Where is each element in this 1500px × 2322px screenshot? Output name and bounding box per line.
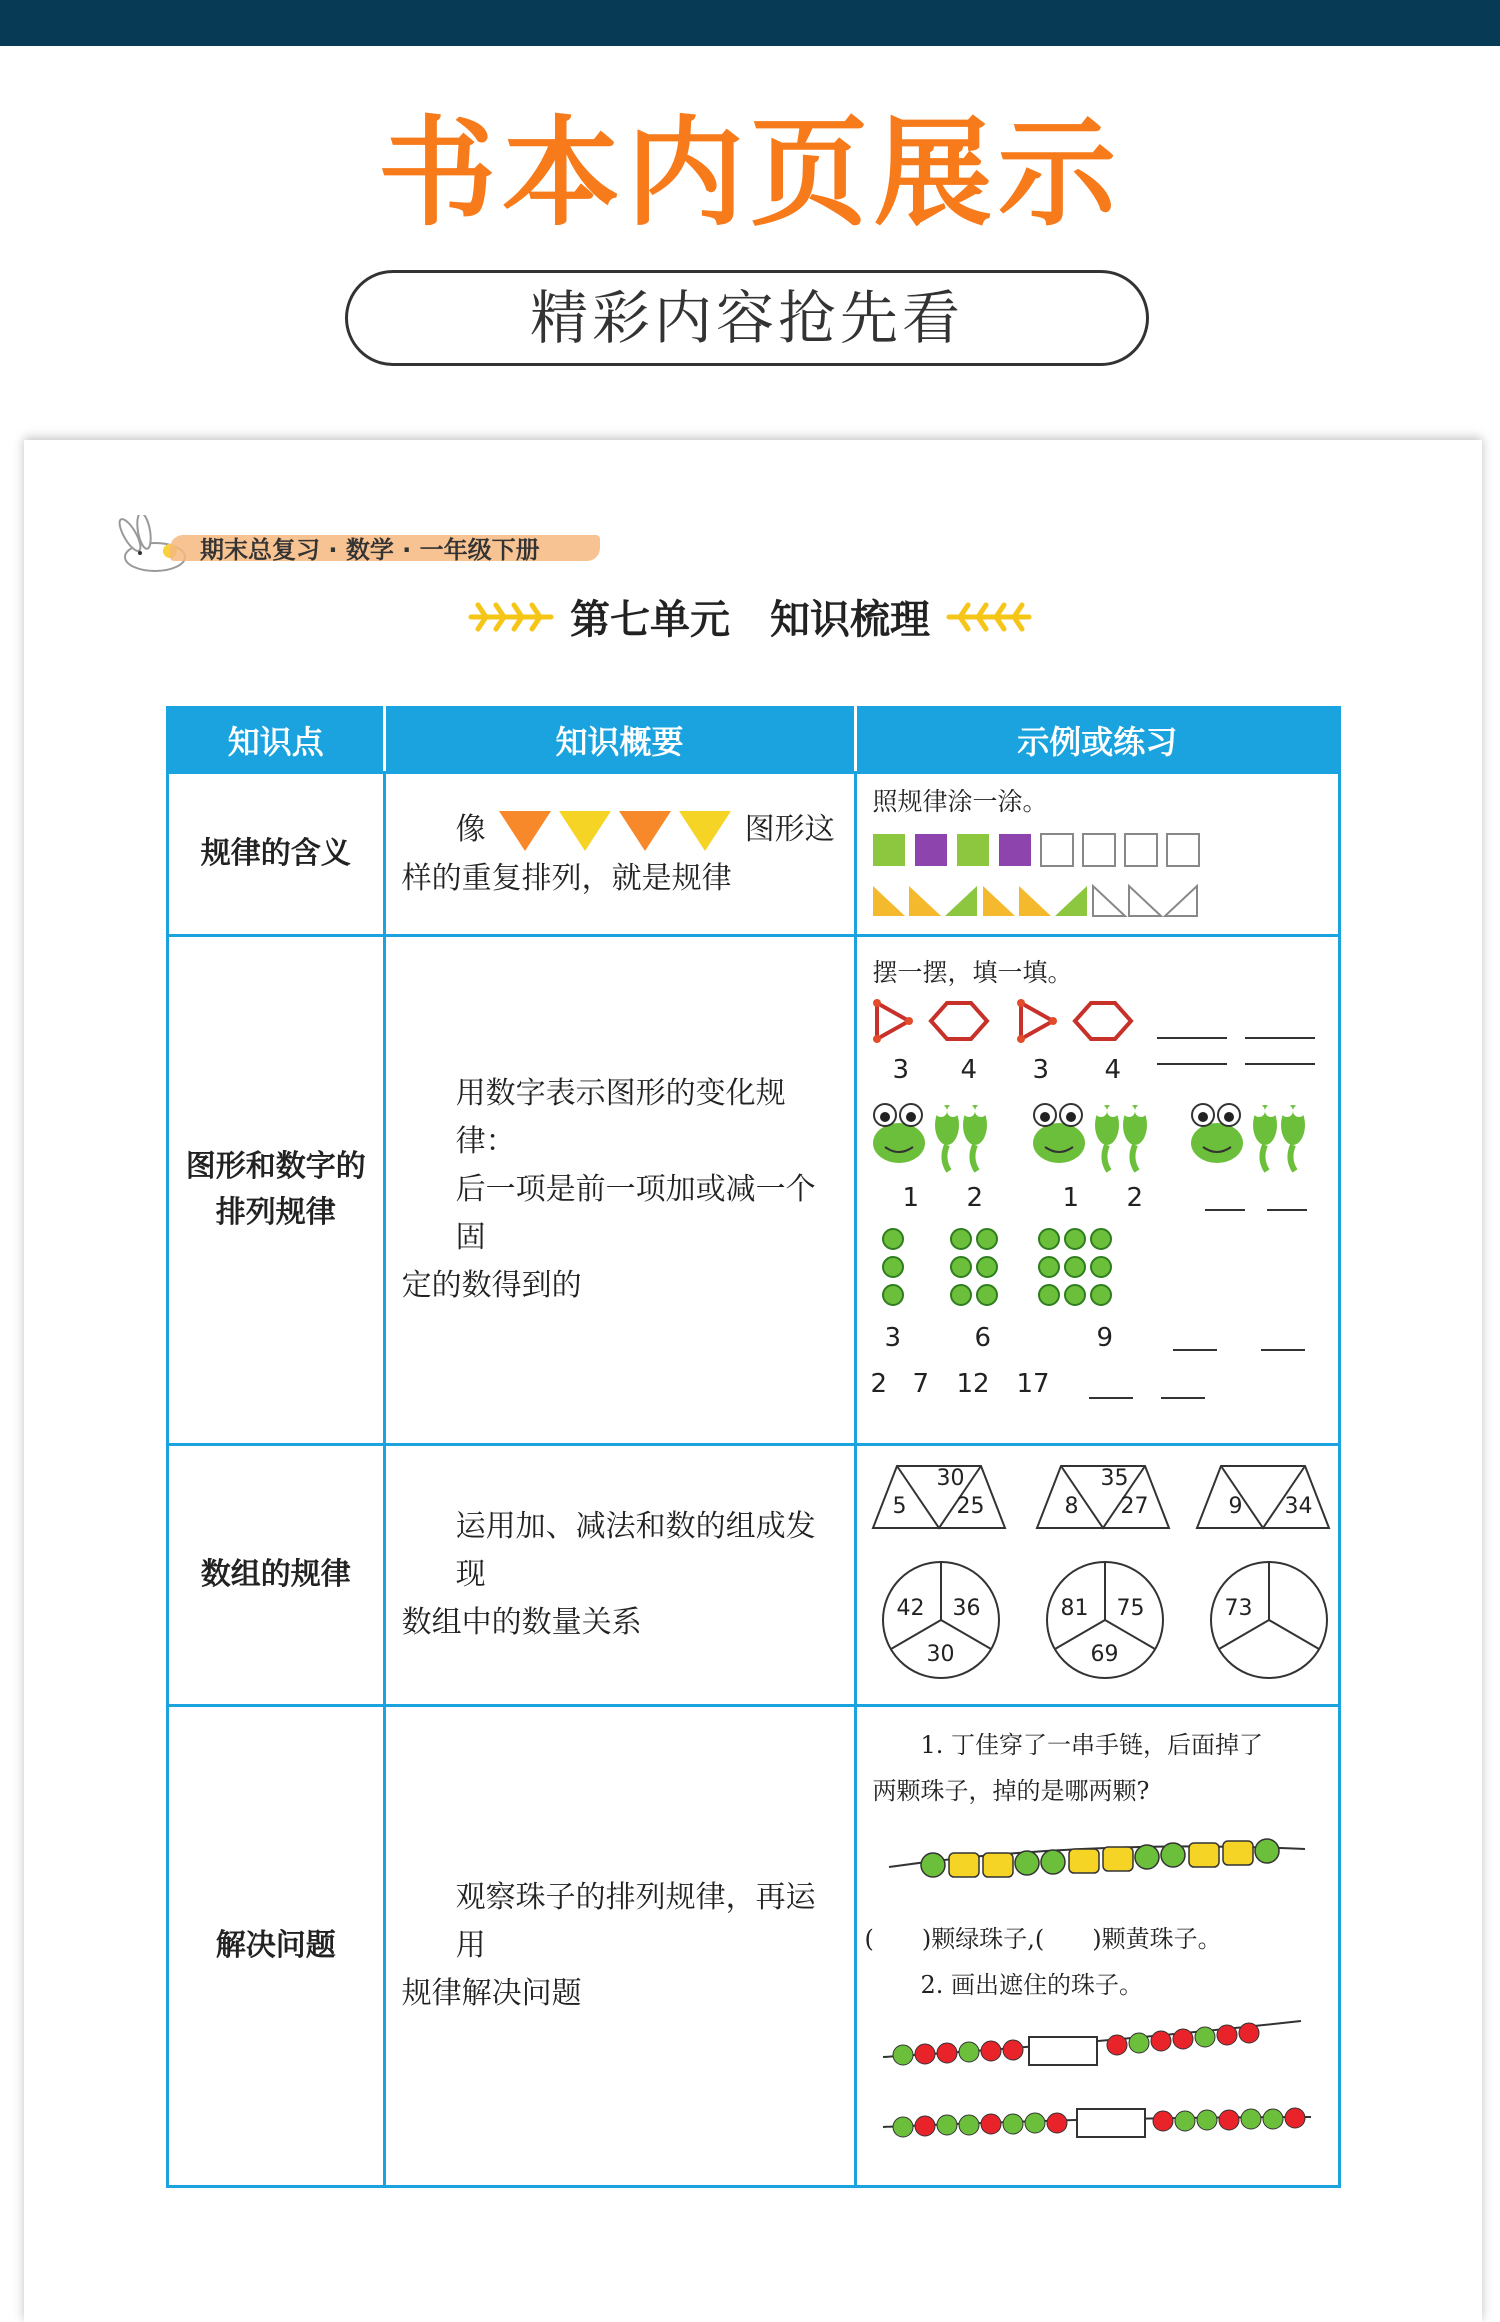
blank-line <box>1267 1209 1307 1211</box>
summary-suffix: 图形这 <box>744 811 835 847</box>
triangle-left: 8 <box>1064 1494 1079 1519</box>
example-instruction: 照规律涂一涂。 <box>872 787 1048 816</box>
banner-title: 书本内页展示 <box>377 104 1122 242</box>
summary-line: 运用加、减法和数的组成发现 <box>455 1509 816 1592</box>
row-summary <box>384 773 855 936</box>
blank-line <box>1173 1349 1217 1351</box>
top-bar <box>0 0 1500 46</box>
wheat-right-icon <box>944 597 1034 637</box>
frog-number: 2 <box>966 1183 984 1213</box>
triangle-right: 27 <box>1120 1494 1149 1519</box>
blank-line <box>1161 1397 1205 1399</box>
dot-number: 3 <box>884 1323 902 1353</box>
unit-title-row <box>0 588 1500 645</box>
square-pattern <box>871 830 1221 870</box>
stick-number: 4 <box>1104 1055 1122 1085</box>
summary-prefix: 像 <box>455 811 486 847</box>
triangle-left: 5 <box>892 1494 907 1519</box>
wheat-left-icon <box>466 597 556 637</box>
table-row <box>168 1445 1340 1706</box>
summary-line: 规律解决问题 <box>401 1976 582 2011</box>
knowledge-table <box>166 706 1341 2188</box>
sequence-number: 7 <box>912 1369 930 1399</box>
stick-number: 4 <box>960 1055 978 1085</box>
row-point <box>168 936 385 1445</box>
row-summary <box>384 1706 855 2187</box>
circle-top-right: 36 <box>952 1596 981 1621</box>
frog-number: 1 <box>1062 1183 1080 1213</box>
frog-number: 2 <box>1126 1183 1144 1213</box>
question-1-line: 1. 丁佳穿了一串手链，后面掉了 <box>920 1731 1264 1759</box>
blank-line <box>1157 1037 1227 1039</box>
circle-top-left: 42 <box>896 1596 925 1621</box>
row-example <box>855 1706 1339 2187</box>
header-summary: 知识概要 <box>384 708 855 773</box>
table-row <box>168 1706 1340 2187</box>
table-row <box>168 773 1340 936</box>
blank-line <box>1245 1063 1315 1065</box>
triangle-top: 35 <box>1100 1466 1129 1491</box>
blank-line <box>1261 1349 1305 1351</box>
row-example <box>855 773 1339 936</box>
summary-line: 数组中的数量关系 <box>401 1605 642 1640</box>
circle-top-left: 81 <box>1060 1596 1089 1621</box>
row-example <box>855 1445 1339 1706</box>
row-point-line: 排列规律 <box>215 1195 336 1230</box>
row-point: 解决问题 <box>168 1706 385 2187</box>
summary-line: 观察珠子的排列规律，再运用 <box>455 1880 816 1963</box>
blank-line <box>1245 1037 1315 1039</box>
question-2: 2. 画出遮住的珠子。 <box>920 1971 1144 1999</box>
sequence-number: 2 <box>870 1369 888 1399</box>
banner-subtitle: 精彩内容抢先看 <box>345 270 1149 366</box>
triangle-right: 25 <box>956 1494 985 1519</box>
bracelet-beads <box>887 1829 1307 1885</box>
circle-bottom: 30 <box>926 1642 955 1667</box>
table-row <box>168 936 1340 1445</box>
table-header-row <box>168 708 1340 773</box>
dot-number: 9 <box>1096 1323 1114 1353</box>
circle-top-right: 75 <box>1116 1596 1145 1621</box>
blank-line <box>1157 1063 1227 1065</box>
row-summary <box>384 936 855 1445</box>
triangle-right: 34 <box>1284 1494 1313 1519</box>
breadcrumb: 期末总复习 · 数学 · 一年级下册 <box>200 536 540 564</box>
blank-line <box>1205 1209 1245 1211</box>
hidden-beads <box>881 2017 1321 2167</box>
header-example: 示例或练习 <box>855 708 1339 773</box>
right-triangle-pattern <box>871 882 1231 918</box>
summary-rest: 样的重复排列，就是规律 <box>401 860 732 896</box>
answer-line: ( )颗绿珠子,( )颗黄珠子。 <box>864 1925 1222 1953</box>
matchstick-shapes <box>871 999 1171 1043</box>
dot-number: 6 <box>974 1323 992 1353</box>
frog-number: 1 <box>902 1183 920 1213</box>
row-point: 数组的规律 <box>168 1445 385 1706</box>
row-point-line: 图形和数字的 <box>185 1149 366 1184</box>
stick-number: 3 <box>892 1055 910 1085</box>
triangle-top: 30 <box>936 1466 965 1491</box>
summary-line: 定的数得到的 <box>401 1268 582 1303</box>
sequence-number: 17 <box>1016 1369 1050 1399</box>
header-knowledge-point: 知识点 <box>168 708 385 773</box>
unit-title: 第七单元 知识梳理 <box>570 597 930 643</box>
question-1-line: 两颗珠子，掉的是哪两颗? <box>872 1777 1150 1805</box>
example-instruction: 摆一摆，填一填。 <box>872 958 1073 987</box>
summary-line: 用数字表示图形的变化规律： <box>455 1076 786 1159</box>
dot-pattern <box>871 1225 1191 1311</box>
frog-tadpole-pattern <box>871 1097 1331 1173</box>
circle-bottom: 69 <box>1090 1642 1119 1667</box>
row-summary <box>384 1445 855 1706</box>
sequence-number: 12 <box>956 1369 990 1399</box>
triangle-left: 9 <box>1228 1494 1243 1519</box>
row-example <box>855 936 1339 1445</box>
blank-line <box>1089 1397 1133 1399</box>
stick-number: 3 <box>1032 1055 1050 1085</box>
triangle-pattern-icon <box>495 807 735 855</box>
circle-top-left: 73 <box>1224 1596 1253 1621</box>
summary-line: 后一项是前一项加或减一个固 <box>455 1172 816 1255</box>
row-point: 规律的含义 <box>168 773 385 936</box>
